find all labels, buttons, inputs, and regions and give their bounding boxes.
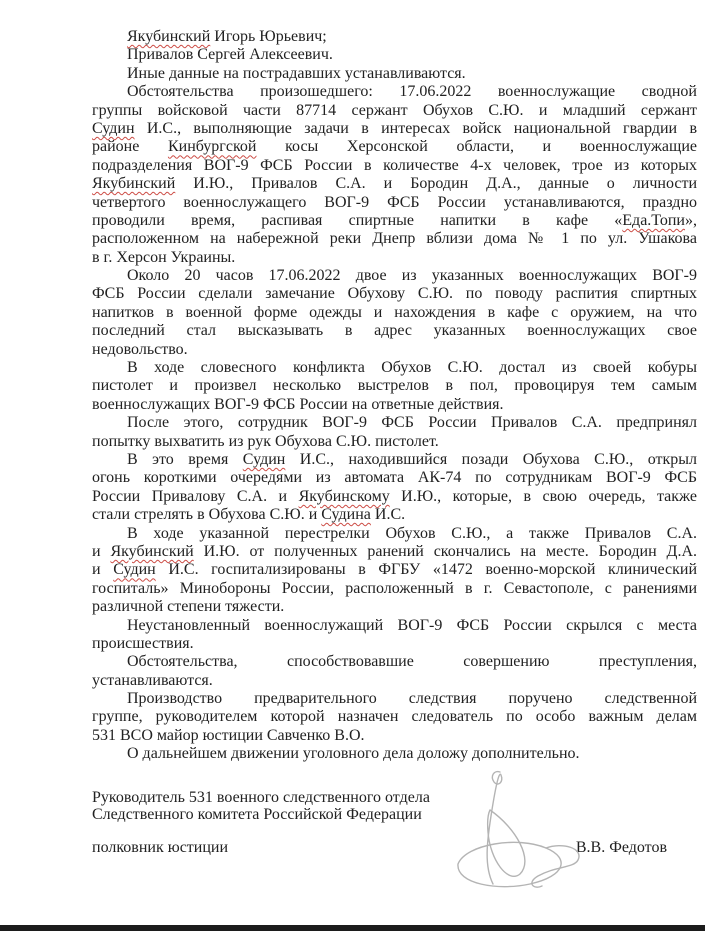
text-run: ФСБ России сделали замечание Обухову С.Ю. по поводу распития спиртных [92,285,697,303]
text-run: недовольство. [92,340,188,358]
text-run: И.Ю., Привалов С.А. и Бородин Д.А., данные о личности [175,175,697,193]
text-run: Обстоятельства произошедшего: 17.06.2022 военнослужащие сводной [127,83,697,101]
text-run: группе, руководителем которой назначен следователь по особо важным делам [92,708,697,726]
document-line [92,727,697,745]
text-run: Неустановленный военнослужащий ВОГ-9 ФСБ России скрылся с места [127,616,697,634]
text-run: напитков в военной форме одежды и нахождения в кафе с оружием, на что [92,303,697,321]
text-run: После этого, сотрудник ВОГ-9 ФСБ России Привалов С.А. предпринял [127,414,697,432]
document-line [92,65,697,83]
text-run: И.С., выполняющие задачи в интересах войск национальной гвардии в [134,119,697,137]
text-run: В ходе указанной перестрелки Обухов С.Ю., а также Привалов С.А. [127,524,697,542]
text-run: группы войсковой части 87714 сержант Обухов С.Ю. и младший сержант [92,101,697,119]
document-line [92,28,697,46]
misspelled-word: Якубинскому [298,487,390,505]
text-run: О дальнейшем движении уголовного дела доложу дополнительно. [127,745,580,763]
text-run: военнослужащих ВОГ-9 ФСБ России на ответные действия. [92,395,504,413]
document-line [92,617,697,635]
text-run: И.Ю. от полученных ранений скончались на месте. Бородин Д.А. [193,542,697,560]
text-run: расположенном на набережной реки Днепр вблизи дома № 1 по ул. Ушакова [92,230,697,248]
misspelled-word: Якубинский [127,28,211,45]
text-run: В это время [127,450,243,468]
document-line [92,396,697,414]
document-line [92,249,697,267]
text-run: И.С. [370,506,406,524]
document-line [92,83,697,101]
window-edge-bar [0,925,705,931]
text-run: в г. Херсон Украины. [92,248,236,266]
document-line [92,672,697,690]
document-line [92,322,697,340]
document-line [92,267,697,285]
text-run: и [92,561,114,579]
text-run: Иные данные на пострадавших устанавливаются. [127,64,466,82]
text-run: Привалов Сергей Алексеевич. [127,46,333,64]
document-line [92,212,697,230]
document-line [92,230,697,248]
document-line [92,653,697,671]
text-run: », [685,211,697,229]
document-line [92,708,697,726]
document-line [92,285,697,303]
text-run: устанавливаются. [92,671,213,689]
text-run: В ходе словесного конфликта Обухов С.Ю. достал из своей кобуры [127,359,697,377]
text-run: проводили время, распивая спиртные напитки в кафе « [92,211,623,229]
misspelled-word: Судин [242,450,286,468]
text-run: пистолет и произвел несколько выстрелов в пол, провоцируя тем самым [92,377,697,395]
document-body [92,28,697,764]
document-line [92,506,697,524]
document-line [92,175,697,193]
text-run: России Привалову С.А. и [92,487,299,505]
document-line [92,157,697,175]
document-line [92,377,697,395]
text-run: И.С. госпитализированы в ФГБУ «1472 военно-морской клинический [155,561,698,579]
signature-scribble [438,768,603,898]
document-line [92,635,697,653]
text-run: И.С., находившийся позади Обухова С.Ю., открыл [285,450,697,468]
document-line [92,304,697,322]
text-run: стали стрелять в Обухова С.Ю. и [92,506,322,524]
text-run: косы Херсонской области, и военнослужащие [256,138,698,156]
signature-dept-line2: Следственного комитета Российской Федерации [92,806,422,823]
text-run: госпиталь» Минобороны России, расположенный в г. Севастополе, с ранениями [92,579,697,597]
document-line [92,120,697,138]
text-run: происшествия. [92,634,194,652]
text-run: различной степени тяжести. [92,598,285,616]
misspelled-word: Еда.Топи [622,211,685,229]
misspelled-word: Судина [321,506,371,524]
document-line [92,451,697,469]
document-line [92,102,697,120]
text-run: попытку выхватить из рук Обухова С.Ю. пистолет. [92,432,439,450]
text-run: подразделения ВОГ-9 ФСБ России в количестве 4-х человек, трое из которых [92,156,697,174]
document-line [92,580,697,598]
document-line [92,745,697,763]
text-run: огонь короткими очередями из автомата АК-74 по сотрудникам ВОГ-9 ФСБ [92,469,697,487]
document-line [92,341,697,359]
misspelled-word: Кинбургской [167,138,257,156]
text-run: Производство предварительного следствия поручено следственной [127,690,697,708]
misspelled-word: Якубинский [92,175,176,193]
document-line [92,598,697,616]
document-line [92,46,697,64]
text-run: четвертого военнослужащего ВОГ-9 ФСБ России устанавливаются, праздно [92,193,697,211]
document-line [92,488,697,506]
document-line [92,414,697,432]
text-run: Обстоятельства, способствовавшие совершению преступления, [127,653,697,671]
misspelled-word: Судин [92,119,135,137]
document-line [92,359,697,377]
document-line [92,690,697,708]
document-line [92,469,697,487]
text-run: Около 20 часов 17.06.2022 двое из указанных военнослужащих ВОГ-9 [127,267,697,285]
signer-name: В.В. Федотов [575,839,667,856]
misspelled-word: Якубинский [110,542,194,560]
text-run: И.Ю., которые, в свою очередь, также [389,487,697,505]
document-line [92,138,697,156]
document-line [92,543,697,561]
misspelled-word: Судин [113,561,156,579]
document-line [92,433,697,451]
text-run: Игорь Юрьевич; [210,28,327,45]
text-run: районе [92,138,168,156]
document-line [92,194,697,212]
text-run: и [92,542,111,560]
text-run: последний стал высказывать в адрес указанных военнослужащих свое [92,322,697,340]
document-line [92,525,697,543]
signature-dept-line1: Руководитель 531 военного следственного отдела [92,789,430,806]
signer-rank: полковник юстиции [92,839,229,856]
text-run: 531 ВСО майор юстиции Савченко В.О. [92,726,365,744]
document-line [92,561,697,579]
